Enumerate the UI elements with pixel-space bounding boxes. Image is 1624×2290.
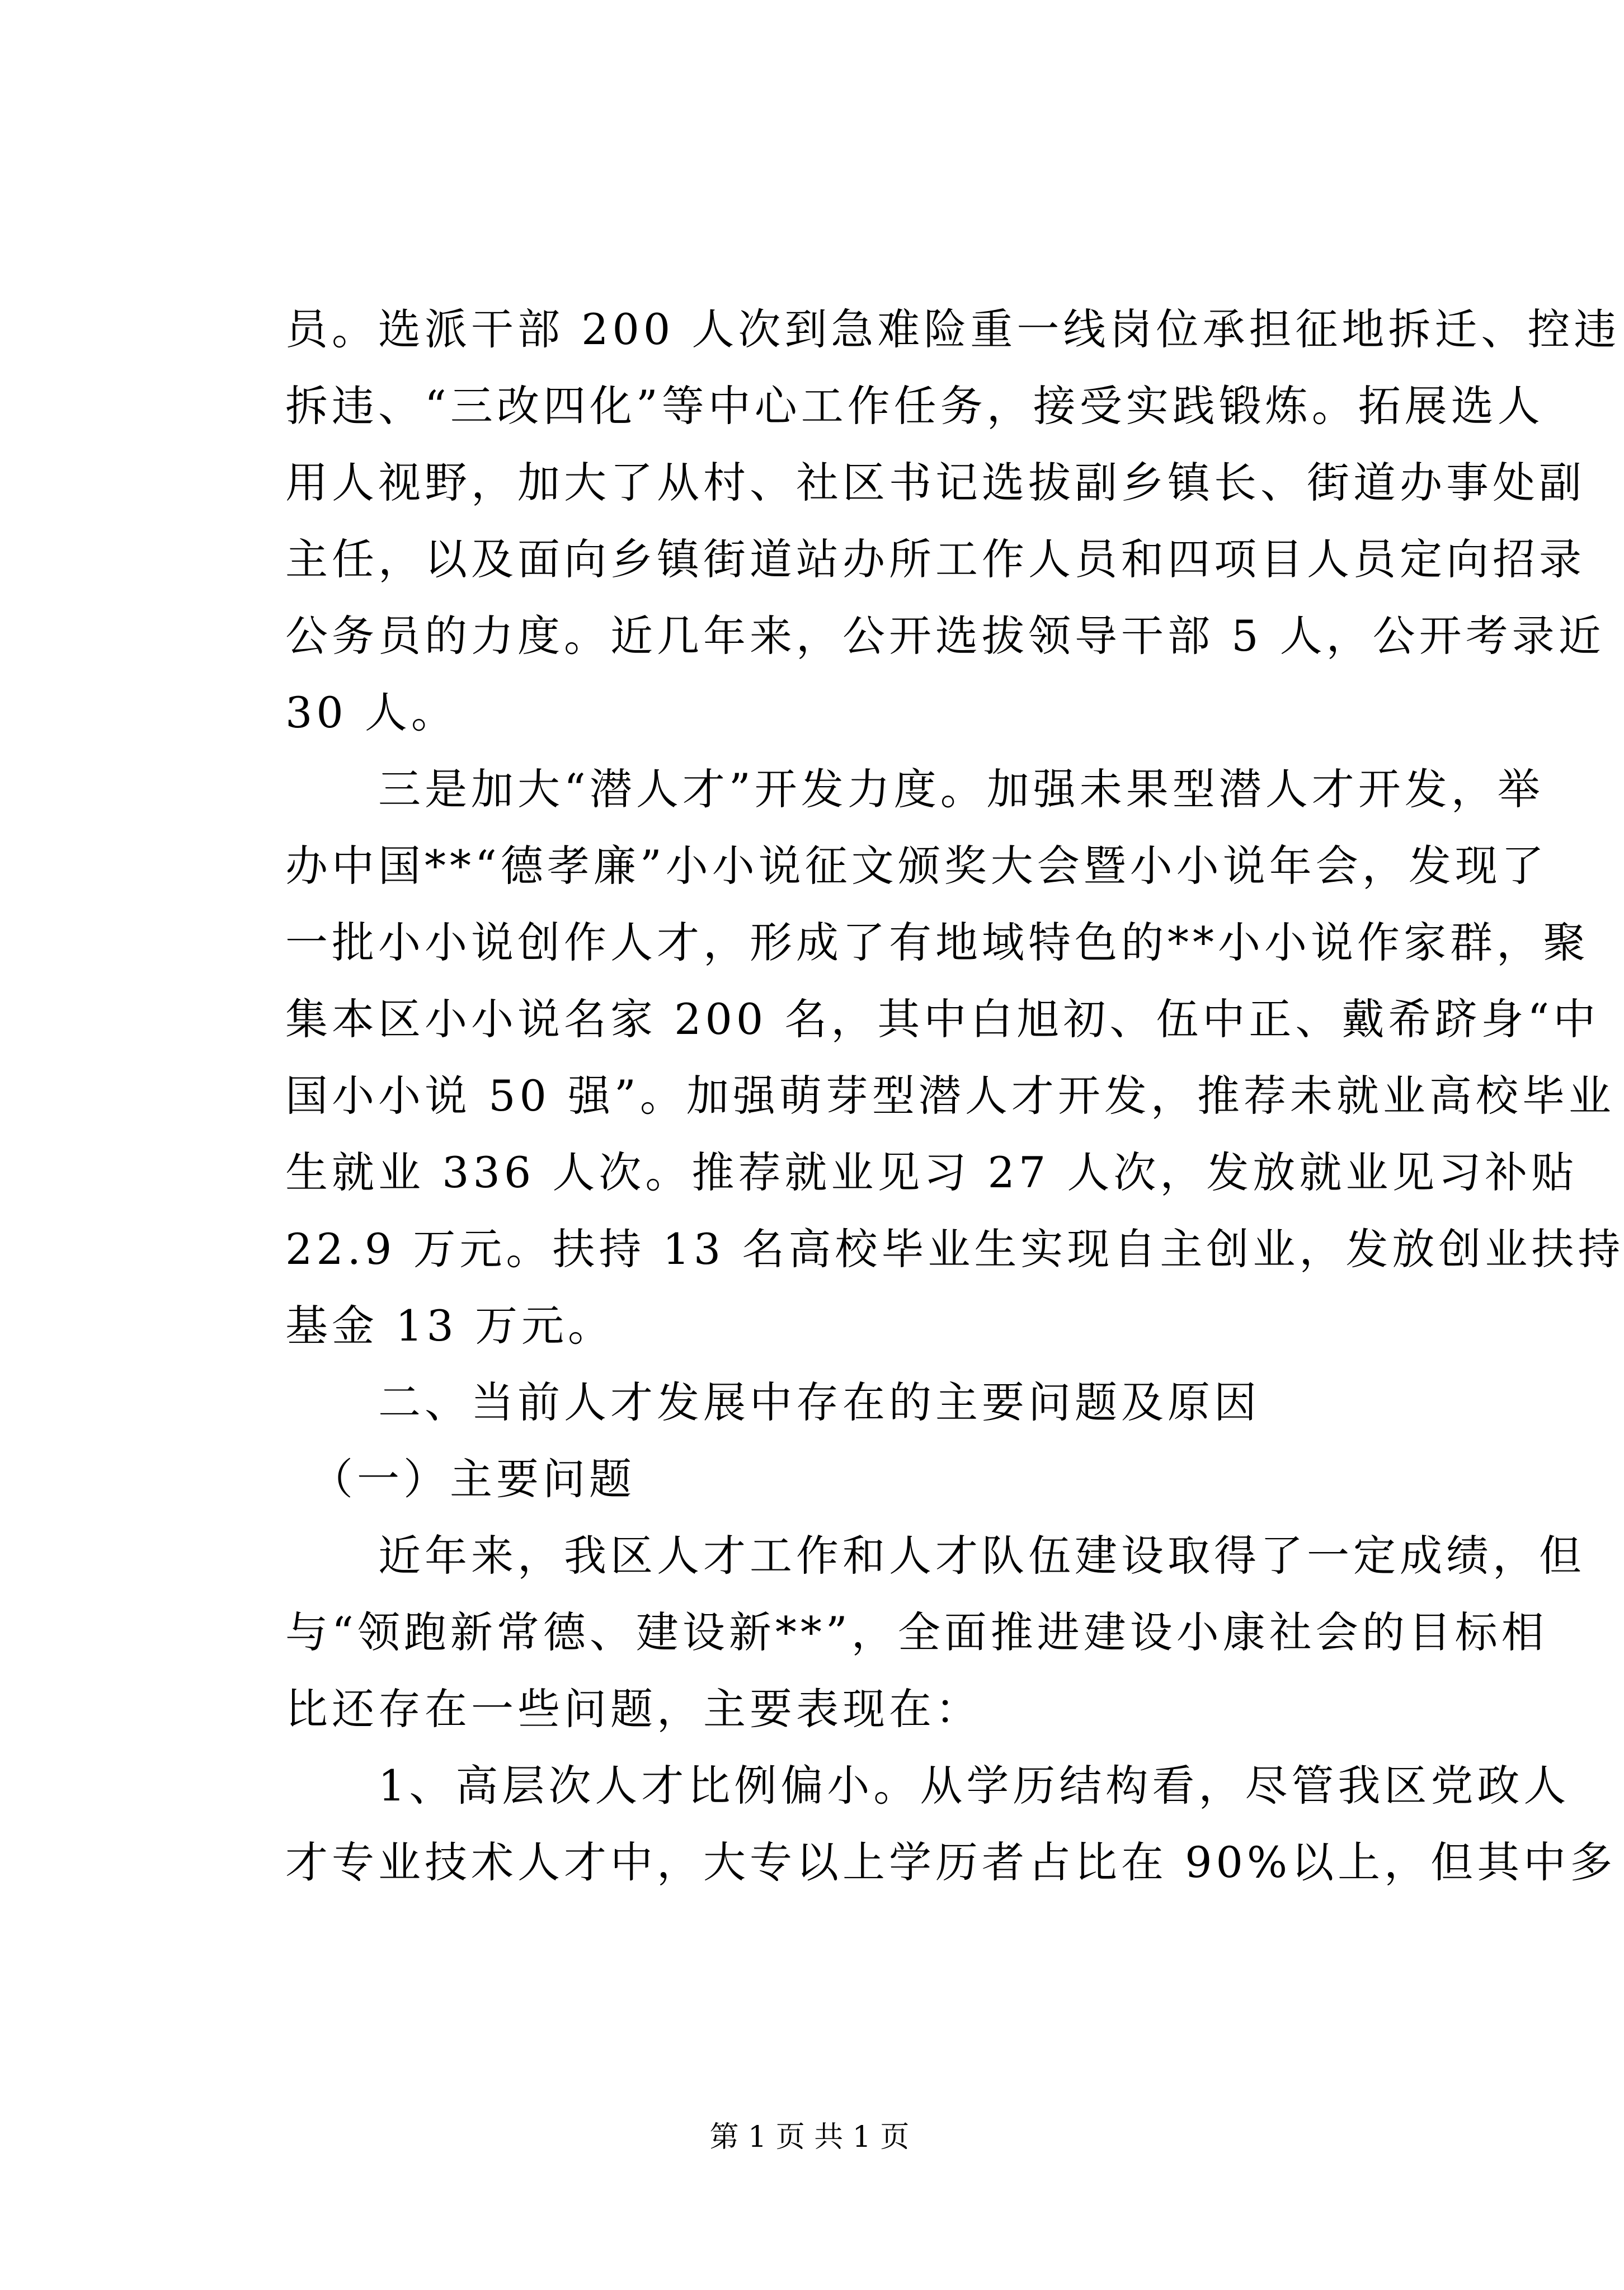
text-line: 集本区小小说名家 200 名，其中白旭初、伍中正、戴希跻身“中 (285, 994, 1600, 1044)
text-line: 拆违、“三改四化”等中心工作任务，接受实践锻炼。拓展选人 (285, 381, 1544, 431)
text-line: 基金 13 万元。 (285, 1301, 615, 1351)
subsection-heading: （一）主要问题 (285, 1454, 636, 1504)
text-line: 主任，以及面向乡镇街道站办所工作人员和四项目人员定向招录 (285, 534, 1585, 584)
text-line: 国小小说 50 强”。加强萌芽型潜人才开发，推荐未就业高校毕业 (285, 1071, 1615, 1121)
text-line: 30 人。 (285, 688, 458, 737)
text-line: 用人视野，加大了从村、社区书记选拔副乡镇长、街道办事处副 (285, 458, 1585, 507)
text-line: 与“领跑新常德、建设新**”，全面推进建设小康社会的目标相 (285, 1607, 1548, 1657)
text-line: 近年来，我区人才工作和人才队伍建设取得了一定成绩，但 (285, 1531, 1585, 1581)
text-line: 员。选派干部 200 人次到急难险重一线岗位承担征地拆迁、控违 (285, 304, 1621, 354)
text-line: 公务员的力度。近几年来，公开选拔领导干部 5 人，公开考录近 (285, 611, 1605, 661)
body-text (285, 291, 1624, 1901)
text-line: 比还存在一些问题，主要表现在： (285, 1684, 982, 1734)
text-line: 1、高层次人才比例偏小。从学历结构看，尽管我区党政人 (285, 1761, 1570, 1811)
text-line: 办中国**“德孝廉”小小说征文颁奖大会暨小小说年会，发现了 (285, 841, 1548, 891)
page-footer: 第 1 页 共 1 页 (709, 2120, 910, 2154)
text-line: 一批小小说创作人才，形成了有地域特色的**小小说作家群，聚 (285, 918, 1589, 967)
section-heading: 二、当前人才发展中存在的主要问题及原因 (285, 1377, 1260, 1427)
text-line: 三是加大“潜人才”开发力度。加强未果型潜人才开发，举 (285, 764, 1544, 814)
text-line: 22.9 万元。扶持 13 名高校毕业生实现自主创业，发放创业扶持 (285, 1224, 1624, 1274)
text-line: 生就业 336 人次。推荐就业见习 27 人次，发放就业见习补贴 (285, 1148, 1578, 1197)
text-line: 才专业技术人才中，大专以上学历者占比在 90%以上，但其中多 (285, 1837, 1617, 1887)
